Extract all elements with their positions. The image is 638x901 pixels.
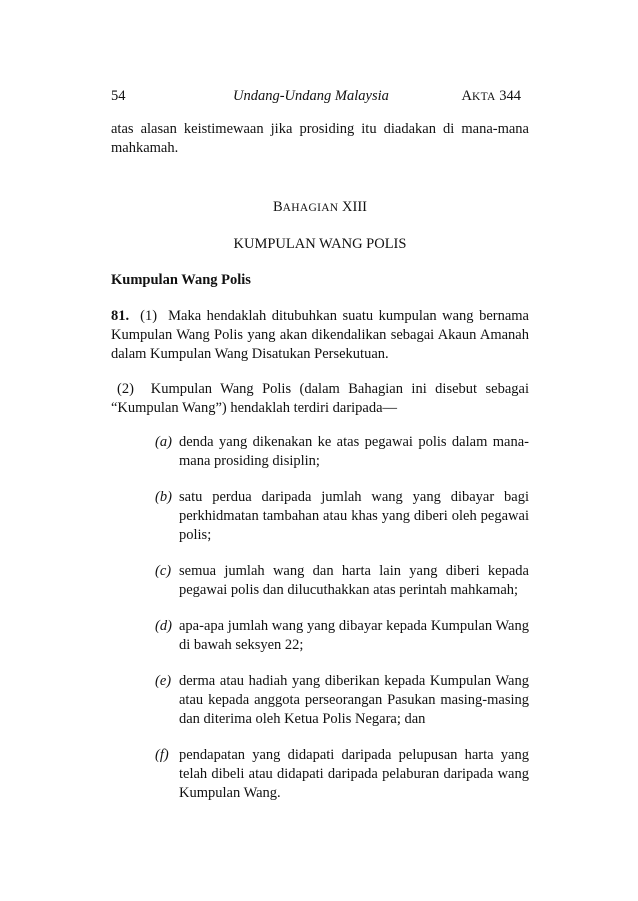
item-text: denda yang dikenakan ke atas pegawai polis dalam mana-mana prosiding disiplin; <box>179 434 529 469</box>
page-header <box>111 88 529 108</box>
act-number: 344 <box>499 88 521 104</box>
subsection-1 <box>111 307 529 364</box>
item-list <box>111 433 529 803</box>
part-label-rest: AHAGIAN <box>282 202 339 214</box>
act-label-first: A <box>461 88 472 104</box>
subsection-2: (2) Kumpulan Wang Polis (dalam Bahagian ini disebut sebagai “Kumpulan Wang”) hendaklah terdiri daripada— <box>111 381 529 416</box>
act-label-rest: KTA <box>472 91 496 103</box>
part-title: KUMPULAN WANG POLIS <box>233 236 407 252</box>
continuation-paragraph: atas alasan keistimewaan jika prosiding itu diadakan di mana-mana mahkamah. <box>111 121 529 156</box>
page-number: 54 <box>111 88 126 104</box>
list-item <box>111 746 529 803</box>
item-label: (e) <box>155 673 172 689</box>
item-label: (f) <box>155 747 169 763</box>
part-number: XIII <box>342 199 368 215</box>
item-label: (d) <box>155 618 172 634</box>
subsection-1-text: (1) Maka hendaklah ditubuhkan suatu kumpulan wang bernama Kumpulan Wang Polis yang akan dikendalikan sebagai Akaun Amanah dalam Kumpulan Wang Disatukan Persekutuan. <box>111 308 529 362</box>
list-item <box>111 562 529 600</box>
item-text: satu perdua daripada jumlah wang yang dibayar bagi perkhidmatan tambahan atau khas yang diberi oleh pegawai polis; <box>179 489 529 543</box>
list-item <box>111 617 529 655</box>
header-title: Undang-Undang Malaysia <box>233 88 389 104</box>
list-item <box>111 433 529 471</box>
document-page <box>111 88 529 820</box>
section-number: 81. <box>111 308 130 324</box>
item-label: (a) <box>155 434 172 450</box>
item-label: (b) <box>155 489 172 505</box>
section-heading: Kumpulan Wang Polis <box>111 272 251 288</box>
list-item <box>111 488 529 545</box>
part-label-first: B <box>272 199 283 215</box>
part-label <box>111 198 529 218</box>
act-reference <box>462 88 521 105</box>
item-label: (c) <box>155 563 172 579</box>
item-text: derma atau hadiah yang diberikan kepada Kumpulan Wang atau kepada anggota perseorangan Pasukan masing-masing dan diterima oleh Ketua Polis Negara; dan <box>179 673 529 727</box>
item-text: pendapatan yang didapati daripada pelupusan harta yang telah dibeli atau didapati daripada pelaburan daripada wang Kumpulan Wang. <box>179 747 529 801</box>
item-text: apa-apa jumlah wang yang dibayar kepada Kumpulan Wang di bawah seksyen 22; <box>179 618 529 653</box>
item-text: semua jumlah wang dan harta lain yang diberi kepada pegawai polis dan dilucuthakkan atas perintah mahkamah; <box>179 563 529 598</box>
list-item <box>111 672 529 729</box>
